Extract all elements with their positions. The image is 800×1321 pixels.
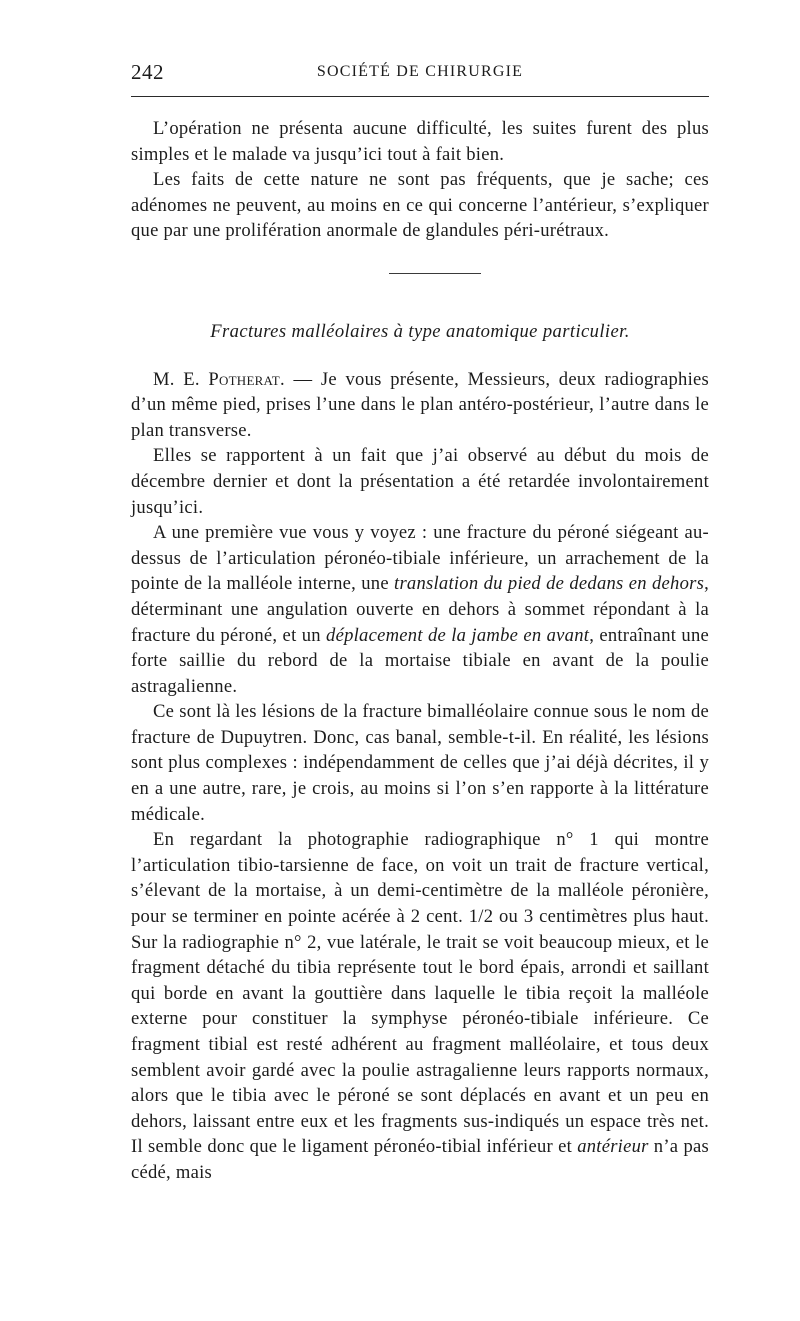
section-title: Fractures malléolaires à type anatomique particulier. [210, 320, 630, 342]
paragraph: L’opération ne présenta aucune difficulté, les suites furent des plus simples et le malade va jusqu’ici tout à fait bien. [131, 118, 709, 165]
paragraph [131, 827, 709, 1185]
paragraph-text: , entraînant une forte saillie du rebord de la mortaise tibiale en avant de la poulie astragalienne. [131, 624, 709, 697]
page-header [131, 60, 709, 86]
paragraph-text: , déterminant une angulation ouverte en dehors à sommet répondant à la fracture du péroné, et un [131, 573, 709, 646]
page-number: 242 [131, 60, 164, 84]
paragraph: Ce sont là les lésions de la fracture bimalléolaire connue sous le nom de fracture de Dupuytren. Donc, cas banal, semble-t-il. En réalité, les lésions sont plus complexes : indépendamment de celles que j’ai déjà décrites, il y en a une autre, rare, je crois, au moins si l’on s’en rapporte à la littérature médicale. [131, 701, 709, 825]
emphasis: antérieur [577, 1136, 649, 1158]
paragraph-text: A une première vue vous y voyez : une fracture du péroné siégeant au-dessus de l’articulation péronéo-tibiale inférieure, un arrachement de la pointe de la malléole interne, une [131, 522, 709, 595]
emphasis: translation du pied de dedans en dehors [394, 573, 705, 595]
emphasis: déplacement de la jambe en avant [326, 624, 590, 646]
speaker-prefix: M. E. [153, 368, 209, 390]
header-rule [131, 96, 709, 97]
paragraph [131, 520, 709, 699]
paragraph: Les faits de cette nature ne sont pas fréquents, que je sache; ces adénomes ne peuvent, au moins en ce qui concerne l’antérieur, s’expliquer que par une prolifération anormale de glandules péri-urétraux. [131, 169, 709, 242]
section-divider [389, 273, 481, 278]
body-text [131, 116, 709, 1186]
paragraph-text: n’a pas cédé, mais [131, 1136, 709, 1183]
paragraph-text: — Je vous présente, Messieurs, deux radiographies d’un même pied, prises l’une dans le plan antéro-postérieur, l’autre dans le plan transverse. [131, 368, 709, 441]
running-head: SOCIÉTÉ DE CHIRURGIE [316, 63, 524, 80]
paragraph [131, 367, 709, 444]
paragraph-text: En regardant la photographie radiographique n° 1 qui montre l’articulation tibio-tarsienne de face, on voit un trait de fracture vertical, s’élevant de la mortaise, à un demi-centimètre de la malléole péronière, pour se terminer en pointe acérée à 2 cent. 1/2 ou 3 centimètres plus haut. Sur la radiographie n° 2, vue latérale, le trait se voit beaucoup mieux, et le fragment détaché du tibia représente tout le bord épais, arrondi et saillant qui borde en avant la gouttière dans laquelle le tibia reçoit la malléole externe pour constituer la symphyse péronéo-tibiale inférieure. Ce fragment tibial est resté adhérent au fragment malléolaire, et tous deux semblent avoir gardé avec la poulie astragalienne leurs rapports normaux, alors que le tibia avec le péroné se sont déplacés en avant et un peu en dehors, laissant entre eux et les fragments sus-indiqués un espace très net. Il semble donc que le ligament péronéo-tibial inférieur et [131, 829, 709, 1158]
author-name: Potherat. [208, 368, 285, 390]
paragraph: Elles se rapportent à un fait que j’ai observé au début du mois de décembre dernier et dont la présentation a été retardée involontairement jusqu’ici. [131, 445, 709, 518]
